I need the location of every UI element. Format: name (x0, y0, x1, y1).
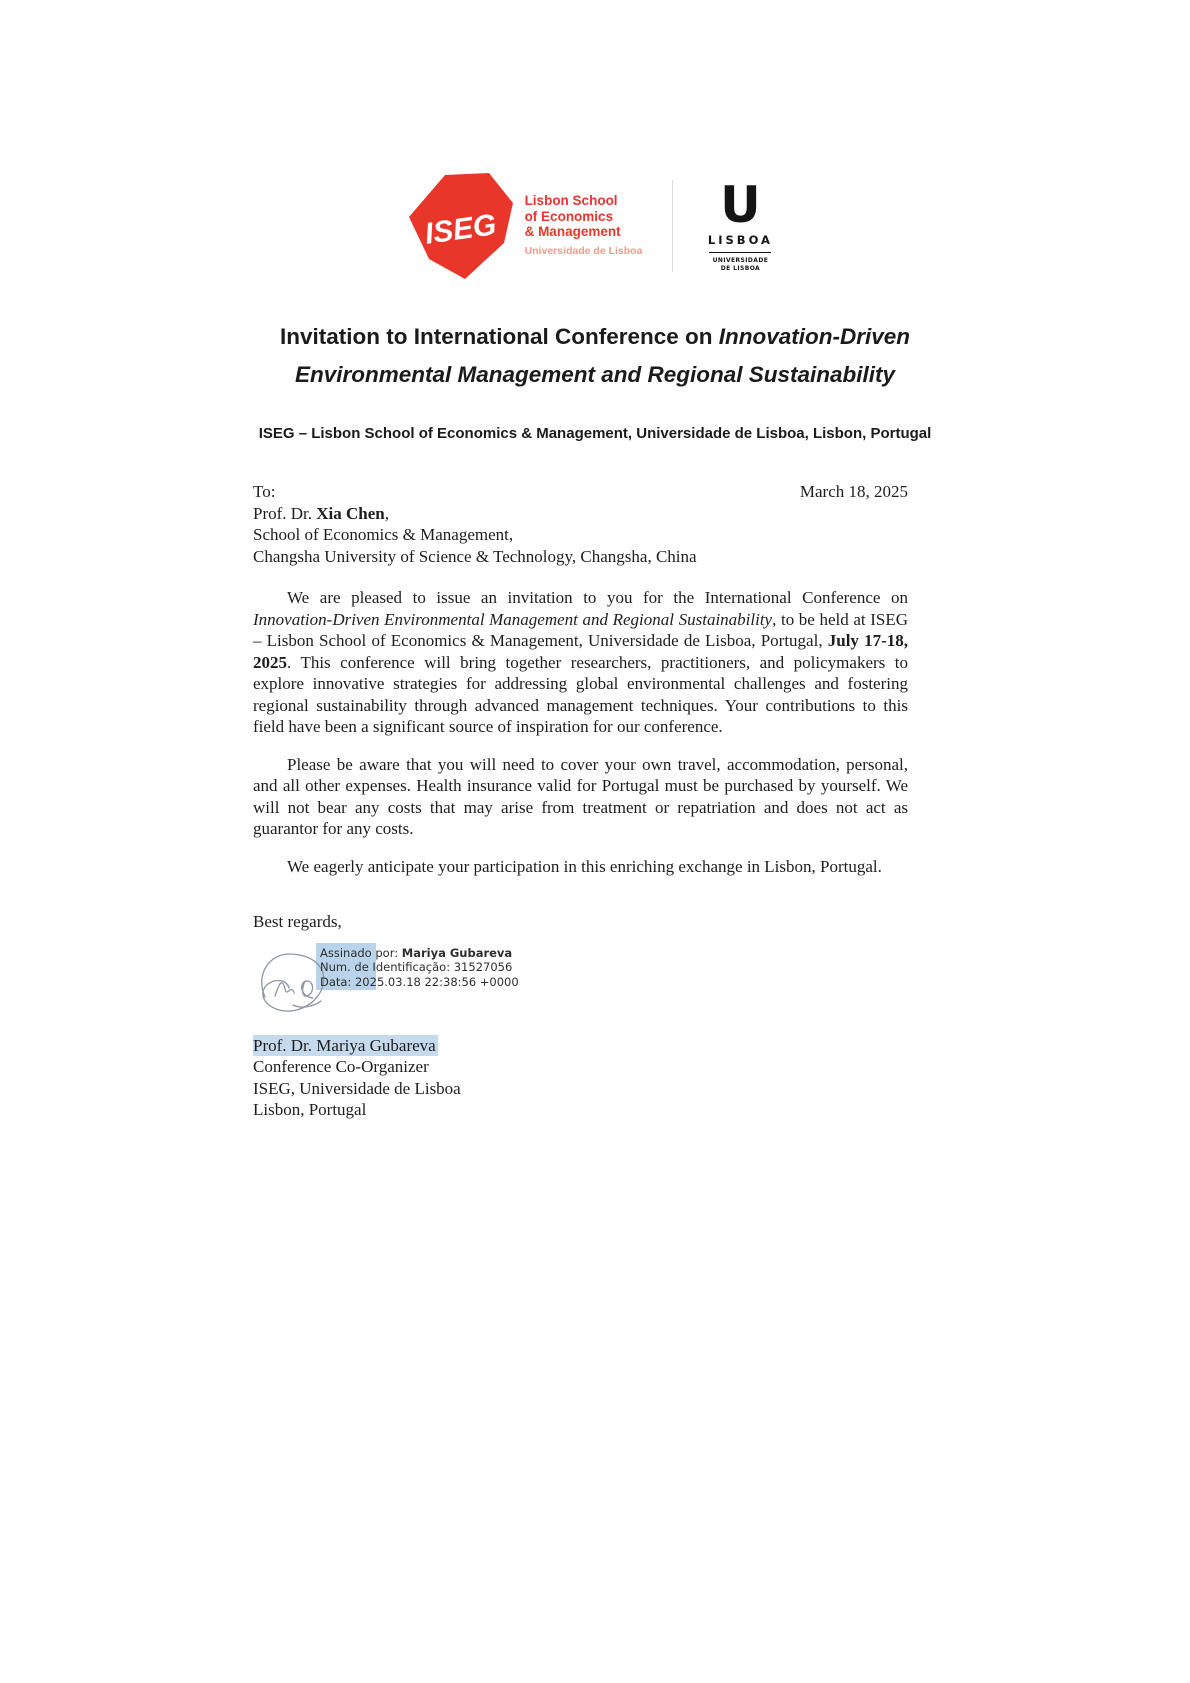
title-line-1 (215, 318, 975, 356)
p1-text: We are pleased to issue an invitation to you for the International Conference on (287, 588, 908, 607)
p1-text: , to be held at ISEG – Lisbon School of Economics & Management, Universidade de Lisboa, Portugal, (253, 609, 908, 650)
title-line2-italic: Environmental Management and Regional Sustainability (294, 362, 896, 387)
closing-line: Best regards, (253, 912, 342, 931)
stamp-date-line: Data: 2025.03.18 22:38:56 +0000 (320, 974, 519, 989)
signer-organization: ISEG, Universidade de Lisboa (253, 1078, 461, 1098)
ulisboa-subtitle-line: UNIVERSIDADE (712, 257, 769, 264)
stamp-signed-by-line (320, 946, 519, 961)
recipient-suffix: , (384, 503, 390, 523)
title-line1-italic: Innovation-Driven (718, 324, 911, 349)
iseg-name-line: Lisbon School (524, 193, 618, 208)
iseg-university-line: Universidade de Lisboa (524, 244, 643, 257)
signer-role: Conference Co-Organizer (253, 1057, 429, 1076)
iseg-gem-icon (409, 173, 513, 279)
p1-text: . This conference will bring together researchers, practitioners, and policymakers to explore innovative strategies for addressing global environmental challenges and fostering regional sustainability through advanced management techniques. Your contributions to this field have been a significant source of inspiration for our conference. (253, 652, 908, 736)
signer-name-line (253, 1035, 908, 1057)
stamp-signed-by-name: Mariya Gubareva (401, 945, 513, 960)
stamp-signed-by-label: Assinado por: (320, 945, 402, 960)
recipient-school-line: School of Economics & Management, (253, 525, 514, 544)
to-row (253, 481, 908, 503)
ulisboa-u-icon: U (720, 176, 761, 234)
to-label: To: (253, 482, 276, 501)
iseg-wordmark (525, 193, 643, 259)
letter-date: March 18, 2025 (799, 482, 908, 501)
ulisboa-logo (699, 176, 781, 272)
logo-divider (672, 180, 673, 272)
paragraph-2: Please be aware that you will need to cover your own travel, accommodation, personal, and all other expenses. Health insurance valid for Portugal must be purchased by yourself. We will not bear any costs that may arise from treatment or repatriation and does not act as guarantor for any costs. (253, 754, 908, 838)
ulisboa-subtitle-line: DE LISBOA (720, 264, 761, 272)
recipient-university-line: Changsha University of Science & Technology, Changsha, China (253, 546, 697, 566)
letter-body (253, 481, 908, 1121)
title-line-2 (215, 356, 975, 394)
stamp-id-line: Num. de Identificação: 31527056 (320, 960, 513, 974)
signer-name: Prof. Dr. Mariya Gubareva (253, 1035, 436, 1055)
iseg-logo (409, 173, 643, 279)
header-logos (0, 170, 1190, 282)
recipient-name: Xia Chen (316, 503, 385, 523)
title-line1-regular: Invitation to International Conference on (279, 324, 719, 349)
iseg-name-line: of Economics (524, 208, 614, 224)
ulisboa-name: LISBOA (707, 233, 773, 247)
signature-area (253, 937, 908, 1025)
letter-title (215, 318, 975, 394)
p1-dates: July 17-18, 2025 (253, 631, 909, 672)
iseg-acronym: ISEG (422, 208, 498, 251)
paragraph-3: We eagerly anticipate your participation in this enriching exchange in Lisbon, Portugal. (287, 856, 882, 876)
ulisboa-rule (709, 252, 771, 253)
paragraph-1 (253, 587, 908, 738)
iseg-name-line: & Management (524, 224, 621, 239)
recipient-name-line (253, 503, 908, 525)
digital-signature-stamp (320, 946, 519, 990)
signer-location: Lisbon, Portugal (253, 1100, 367, 1119)
signer-block (253, 1035, 908, 1121)
p1-conference-name: Innovation-Driven Environmental Management and Regional Sustainability (253, 609, 773, 629)
organizer-line: ISEG – Lisbon School of Economics & Management, Universidade de Lisboa, Lisbon, Portugal (258, 425, 932, 442)
recipient-prefix: Prof. Dr. (253, 503, 317, 523)
